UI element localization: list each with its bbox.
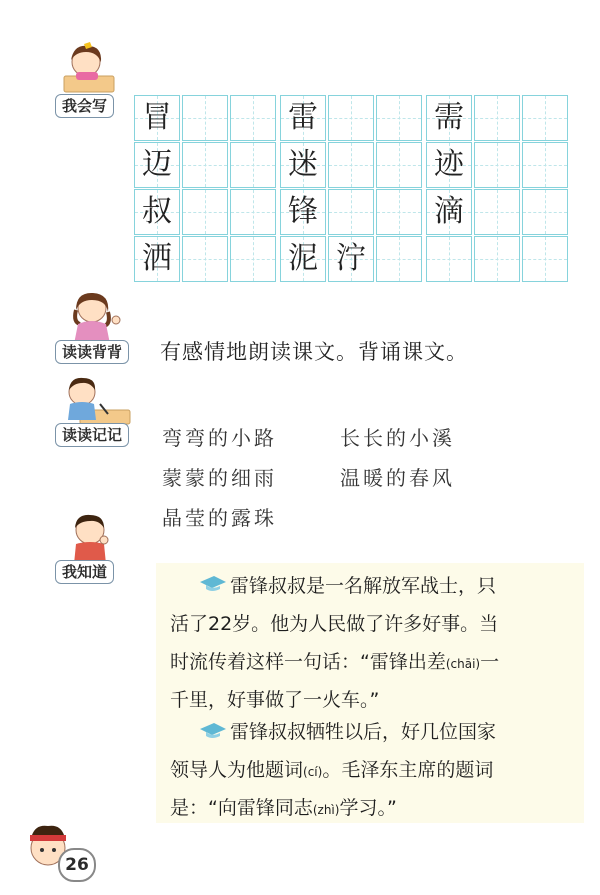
- text-span: 学习。”: [339, 797, 397, 819]
- word-phrase: 蒙蒙的细雨: [162, 466, 277, 490]
- grid-character: 迈: [142, 147, 172, 182]
- word-phrase: 晶莹的露珠: [162, 506, 277, 530]
- paragraph-line: [170, 643, 570, 683]
- text-span: 千里，好事做了一火车。”: [170, 689, 380, 711]
- grid-cell: [182, 236, 228, 282]
- grid-cell: [328, 189, 374, 235]
- grid-cell: [474, 189, 520, 235]
- grid-cell: [230, 142, 276, 188]
- section-label-memorize: 读读记记: [55, 423, 129, 447]
- boy-thinking-icon: [64, 510, 120, 566]
- grid-cell: [230, 189, 276, 235]
- graduation-cap-icon: [200, 576, 226, 592]
- grid-cell: [182, 95, 228, 141]
- text-span: 雷锋叔叔牺牲以后，好几位国家: [230, 721, 497, 743]
- graduation-cap-icon: [200, 723, 226, 739]
- grid-cell: [376, 236, 422, 282]
- section-label-write: 我会写: [55, 94, 114, 118]
- paragraph-line: [230, 713, 600, 751]
- grid-character: 需: [434, 100, 464, 135]
- word-phrase: 温暖的春风: [340, 466, 455, 490]
- grid-character: 滴: [434, 194, 464, 229]
- grid-cell: [182, 142, 228, 188]
- text-span: 活了22岁。他为人民做了许多好事。当: [170, 613, 499, 635]
- grid-cell: [474, 142, 520, 188]
- grid-character: 冒: [142, 100, 172, 135]
- paragraph-line: [170, 751, 570, 791]
- pinyin: (chāi): [445, 657, 481, 671]
- grid-character: 洒: [142, 241, 172, 276]
- character-writing-grid: [134, 95, 568, 283]
- grid-character: 迷: [288, 147, 318, 182]
- pinyin: (zhì): [312, 803, 340, 817]
- girl-writing-icon: [60, 42, 118, 94]
- text-span: 时流传着这样一句话：“雷锋出差: [170, 651, 446, 673]
- word-phrase: 弯弯的小路: [162, 426, 277, 450]
- grid-cell: [522, 95, 568, 141]
- grid-cell: [230, 236, 276, 282]
- grid-cell: [376, 142, 422, 188]
- text-span: 雷锋叔叔是一名解放军战士，只: [230, 575, 497, 597]
- grid-character: 泞: [336, 241, 366, 276]
- grid-character: 迹: [434, 147, 464, 182]
- section-label-recite: 读读背背: [55, 340, 129, 364]
- grid-cell: [376, 95, 422, 141]
- grid-cell: [328, 142, 374, 188]
- text-span: 是：“向雷锋同志: [170, 797, 313, 819]
- section-label-know: 我知道: [55, 560, 114, 584]
- grid-cell: [474, 236, 520, 282]
- grid-cell: [376, 189, 422, 235]
- grid-cell: [426, 236, 472, 282]
- page-number: 26: [58, 848, 96, 882]
- grid-character: 雷: [288, 100, 318, 135]
- text-span: 一: [480, 651, 500, 673]
- grid-character: 泥: [288, 241, 318, 276]
- grid-cell: [522, 189, 568, 235]
- text-span: 。毛泽东主席的题词: [322, 759, 494, 781]
- grid-character: 锋: [288, 194, 318, 229]
- pinyin: (cí): [303, 765, 323, 779]
- grid-cell: [522, 236, 568, 282]
- grid-character: 叔: [142, 194, 172, 229]
- grid-cell: [522, 142, 568, 188]
- paragraph-line: [230, 567, 600, 605]
- girl-reading-icon: [66, 290, 126, 346]
- grid-cell: [182, 189, 228, 235]
- grid-cell: [328, 95, 374, 141]
- grid-cell: [474, 95, 520, 141]
- boy-writing-icon: [60, 374, 132, 428]
- grid-cell: [230, 95, 276, 141]
- recite-instruction: 有感情地朗读课文。背诵课文。: [160, 340, 468, 364]
- word-phrase: 长长的小溪: [340, 426, 455, 450]
- paragraph-line: [170, 605, 570, 643]
- text-span: 领导人为他题词: [170, 759, 304, 781]
- paragraph-line: [170, 789, 570, 829]
